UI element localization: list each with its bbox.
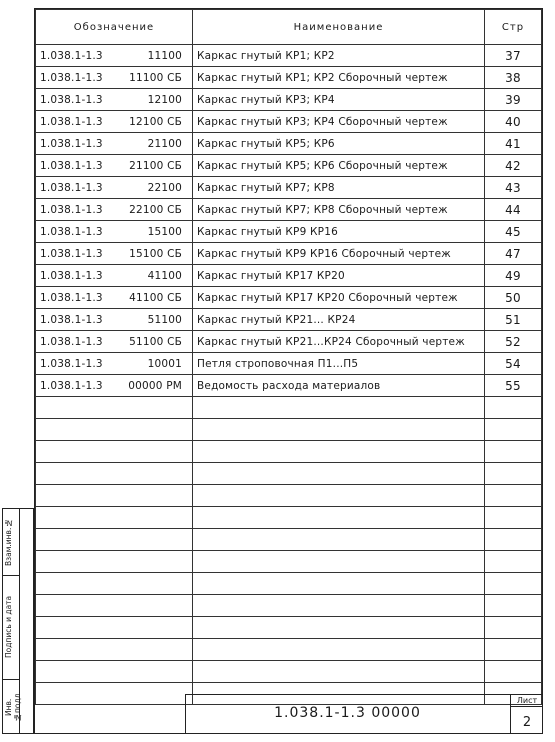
row-number: 41100 bbox=[147, 269, 182, 282]
empty-cell bbox=[193, 441, 485, 463]
table-row bbox=[36, 331, 542, 353]
row-designation bbox=[36, 45, 193, 67]
row-code: 1.038.1-1.3 bbox=[40, 181, 103, 194]
row-code: 1.038.1-1.3 bbox=[40, 159, 103, 172]
table-row bbox=[36, 353, 542, 375]
empty-cell bbox=[36, 683, 193, 705]
table-row bbox=[36, 243, 542, 265]
empty-cell bbox=[485, 441, 542, 463]
row-designation bbox=[36, 243, 193, 265]
side-divider bbox=[3, 575, 19, 576]
header-code: Обозначение bbox=[36, 10, 193, 45]
empty-cell bbox=[193, 463, 485, 485]
empty-cell bbox=[193, 419, 485, 441]
table-row bbox=[36, 221, 542, 243]
empty-cell bbox=[36, 639, 193, 661]
empty-cell bbox=[485, 595, 542, 617]
row-name: Каркас гнутый КР7; КР8 Сборочный чертеж bbox=[193, 199, 485, 221]
empty-cell bbox=[485, 661, 542, 683]
empty-cell bbox=[485, 617, 542, 639]
row-number: 22100 bbox=[147, 181, 182, 194]
row-page: 39 bbox=[485, 89, 542, 111]
table-row bbox=[36, 177, 542, 199]
empty-cell bbox=[36, 595, 193, 617]
table-row bbox=[36, 67, 542, 89]
empty-cell bbox=[193, 485, 485, 507]
row-code: 1.038.1-1.3 bbox=[40, 203, 103, 216]
sheet-number: 2 bbox=[522, 715, 532, 730]
empty-cell bbox=[485, 485, 542, 507]
row-designation bbox=[36, 221, 193, 243]
row-name: Каркас гнутый КР21... КР24 bbox=[193, 309, 485, 331]
row-designation bbox=[36, 375, 193, 397]
row-page: 40 bbox=[485, 111, 542, 133]
table-row bbox=[36, 309, 542, 331]
empty-cell bbox=[485, 551, 542, 573]
row-page: 45 bbox=[485, 221, 542, 243]
row-page: 42 bbox=[485, 155, 542, 177]
table-row bbox=[36, 199, 542, 221]
table-row bbox=[36, 133, 542, 155]
row-page: 43 bbox=[485, 177, 542, 199]
side-label-signature: Подпись и дата bbox=[4, 595, 13, 659]
header-page: Стр bbox=[485, 10, 542, 45]
row-name: Каркас гнутый КР3; КР4 bbox=[193, 89, 485, 111]
empty-cell bbox=[193, 595, 485, 617]
empty-row bbox=[36, 551, 542, 573]
empty-cell bbox=[36, 617, 193, 639]
row-number: 22100 СБ bbox=[129, 203, 182, 216]
empty-cell bbox=[36, 507, 193, 529]
empty-cell bbox=[36, 529, 193, 551]
empty-cell bbox=[485, 529, 542, 551]
row-name: Каркас гнутый КР21...КР24 Сборочный чертеж bbox=[193, 331, 485, 353]
contents-table bbox=[35, 9, 542, 705]
row-designation bbox=[36, 287, 193, 309]
empty-cell bbox=[36, 661, 193, 683]
row-page: 49 bbox=[485, 265, 542, 287]
row-number: 11100 bbox=[147, 49, 182, 62]
row-designation bbox=[36, 133, 193, 155]
row-name: Каркас гнутый КР1; КР2 bbox=[193, 45, 485, 67]
empty-cell bbox=[36, 551, 193, 573]
row-name: Ведомость расхода материалов bbox=[193, 375, 485, 397]
row-designation bbox=[36, 309, 193, 331]
row-code: 1.038.1-1.3 bbox=[40, 357, 103, 370]
empty-cell bbox=[485, 419, 542, 441]
row-designation bbox=[36, 89, 193, 111]
row-number: 12100 bbox=[147, 93, 182, 106]
empty-row bbox=[36, 463, 542, 485]
row-code: 1.038.1-1.3 bbox=[40, 313, 103, 326]
row-name: Петля строповочная П1...П5 bbox=[193, 353, 485, 375]
row-designation bbox=[36, 331, 193, 353]
row-number: 15100 СБ bbox=[129, 247, 182, 260]
table-row bbox=[36, 89, 542, 111]
row-page: 55 bbox=[485, 375, 542, 397]
document-sheet bbox=[34, 8, 543, 734]
row-number: 21100 СБ bbox=[129, 159, 182, 172]
row-number: 51100 bbox=[147, 313, 182, 326]
empty-cell bbox=[485, 507, 542, 529]
table-row bbox=[36, 375, 542, 397]
table-header-row bbox=[36, 10, 542, 45]
table-row bbox=[36, 155, 542, 177]
empty-row bbox=[36, 397, 542, 419]
empty-cell bbox=[36, 397, 193, 419]
row-designation bbox=[36, 353, 193, 375]
row-number: 41100 СБ bbox=[129, 291, 182, 304]
row-designation bbox=[36, 67, 193, 89]
row-code: 1.038.1-1.3 bbox=[40, 335, 103, 348]
row-code: 1.038.1-1.3 bbox=[40, 93, 103, 106]
row-code: 1.038.1-1.3 bbox=[40, 291, 103, 304]
empty-row bbox=[36, 595, 542, 617]
row-code: 1.038.1-1.3 bbox=[40, 49, 103, 62]
row-number: 11100 СБ bbox=[129, 71, 182, 84]
row-name: Каркас гнутый КР3; КР4 Сборочный чертеж bbox=[193, 111, 485, 133]
row-page: 54 bbox=[485, 353, 542, 375]
empty-row bbox=[36, 617, 542, 639]
header-name: Наименование bbox=[193, 10, 485, 45]
empty-cell bbox=[193, 661, 485, 683]
row-page: 47 bbox=[485, 243, 542, 265]
row-code: 1.038.1-1.3 bbox=[40, 269, 103, 282]
side-label-replacement: Взам.инв.№ bbox=[4, 518, 13, 566]
row-page: 51 bbox=[485, 309, 542, 331]
empty-cell bbox=[485, 639, 542, 661]
row-number: 10001 bbox=[147, 357, 182, 370]
row-page: 50 bbox=[485, 287, 542, 309]
empty-cell bbox=[36, 419, 193, 441]
row-number: 12100 СБ bbox=[129, 115, 182, 128]
empty-row bbox=[36, 529, 542, 551]
side-stamp bbox=[2, 508, 34, 734]
empty-cell bbox=[193, 397, 485, 419]
side-stamp-label-column bbox=[3, 509, 20, 733]
empty-cell bbox=[36, 485, 193, 507]
row-code: 1.038.1-1.3 bbox=[40, 115, 103, 128]
row-name: Каркас гнутый КР5; КР6 Сборочный чертеж bbox=[193, 155, 485, 177]
row-code: 1.038.1-1.3 bbox=[40, 379, 103, 392]
table-row bbox=[36, 265, 542, 287]
row-number: 21100 bbox=[147, 137, 182, 150]
row-name: Каркас гнутый КР9 КР16 bbox=[193, 221, 485, 243]
sheet-label: Лист bbox=[511, 696, 543, 707]
row-name: Каркас гнутый КР17 КР20 Сборочный чертеж bbox=[193, 287, 485, 309]
title-block bbox=[185, 694, 543, 733]
row-designation bbox=[36, 177, 193, 199]
row-page: 41 bbox=[485, 133, 542, 155]
empty-cell bbox=[193, 551, 485, 573]
empty-cell bbox=[36, 441, 193, 463]
empty-cell bbox=[193, 529, 485, 551]
table-row bbox=[36, 287, 542, 309]
empty-row bbox=[36, 639, 542, 661]
empty-cell bbox=[485, 463, 542, 485]
empty-row bbox=[36, 485, 542, 507]
side-divider bbox=[3, 679, 19, 680]
row-name: Каркас гнутый КР5; КР6 bbox=[193, 133, 485, 155]
row-code: 1.038.1-1.3 bbox=[40, 71, 103, 84]
empty-cell bbox=[485, 573, 542, 595]
row-page: 52 bbox=[485, 331, 542, 353]
row-code: 1.038.1-1.3 bbox=[40, 137, 103, 150]
row-name: Каркас гнутый КР7; КР8 bbox=[193, 177, 485, 199]
row-designation bbox=[36, 199, 193, 221]
empty-row bbox=[36, 661, 542, 683]
row-name: Каркас гнутый КР9 КР16 Сборочный чертеж bbox=[193, 243, 485, 265]
row-designation bbox=[36, 111, 193, 133]
document-code: 1.038.1-1.3 00000 bbox=[274, 705, 421, 721]
row-name: Каркас гнутый КР1; КР2 Сборочный чертеж bbox=[193, 67, 485, 89]
empty-row bbox=[36, 573, 542, 595]
row-code: 1.038.1-1.3 bbox=[40, 225, 103, 238]
table-row bbox=[36, 111, 542, 133]
row-name: Каркас гнутый КР17 КР20 bbox=[193, 265, 485, 287]
row-code: 1.038.1-1.3 bbox=[40, 247, 103, 260]
row-page: 37 bbox=[485, 45, 542, 67]
empty-cell bbox=[36, 573, 193, 595]
row-number: 51100 СБ bbox=[129, 335, 182, 348]
empty-cell bbox=[36, 463, 193, 485]
empty-cell bbox=[193, 573, 485, 595]
empty-cell bbox=[193, 507, 485, 529]
table-row bbox=[36, 45, 542, 67]
row-page: 44 bbox=[485, 199, 542, 221]
row-designation bbox=[36, 265, 193, 287]
side-label-original: Инв.№подл. bbox=[4, 691, 22, 723]
row-number: 00000 РМ bbox=[128, 379, 182, 392]
empty-row bbox=[36, 507, 542, 529]
row-page: 38 bbox=[485, 67, 542, 89]
empty-row bbox=[36, 441, 542, 463]
sheet-number-cell bbox=[510, 695, 543, 733]
empty-row bbox=[36, 419, 542, 441]
empty-cell bbox=[193, 617, 485, 639]
row-number: 15100 bbox=[147, 225, 182, 238]
row-designation bbox=[36, 155, 193, 177]
empty-cell bbox=[193, 639, 485, 661]
empty-cell bbox=[485, 397, 542, 419]
